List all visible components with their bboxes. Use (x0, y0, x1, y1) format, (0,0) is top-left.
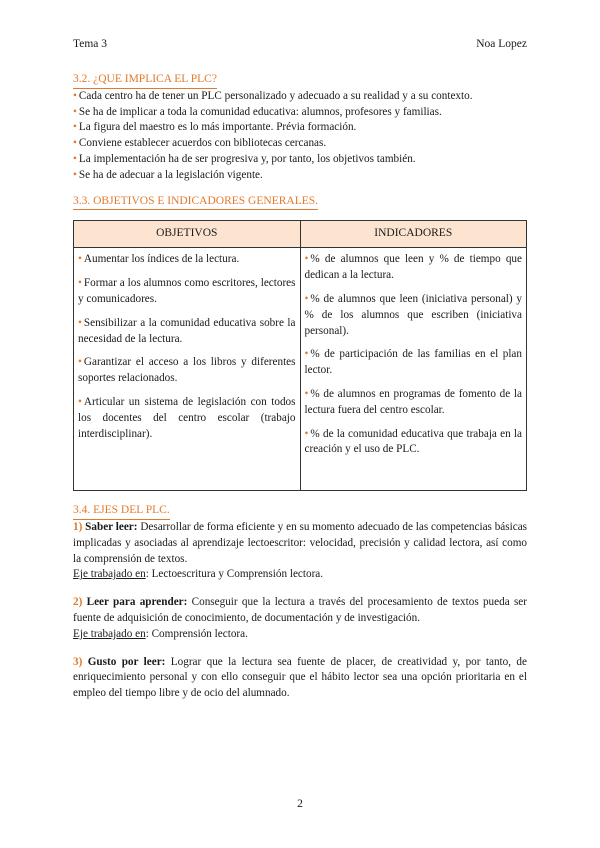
eje-3 (73, 655, 527, 702)
section-3-3 (73, 194, 527, 492)
indicador-item: • % de alumnos que leen (iniciativa personal) y % de los alumnos que escriben (iniciativa personal). (304, 292, 522, 337)
bullet-icon: • (304, 253, 309, 266)
eje-3-description: 3) Gusto por leer: Lograr que la lectura sea fuente de placer, de creatividad y, por tanto, de enriquecimiento personal y con ello conseguir que el hábito lector sea una opción prioritaria en el empleo del tiempo libre y de ocio del alumnado. (73, 655, 527, 700)
header-left: Tema 3 (73, 38, 108, 50)
list-item: • Se ha de adecuar a la legislación vigente. (73, 168, 263, 181)
section-3-3-title: 3.3. OBJETIVOS E INDICADORES GENERALES. (73, 194, 318, 211)
eje-2-text: Conseguir que la lectura a través del procesamiento de textos pueda ser fuente de adquisición de conocimiento, de documentación y de investigación. (73, 596, 527, 624)
header-right: Noa Lopez (476, 38, 527, 50)
list-item: • Se ha de implicar a toda la comunidad educativa: alumnos, profesores y familias. (73, 105, 442, 118)
eje-1-label: Saber leer: (85, 520, 138, 533)
bullet-icon: • (304, 387, 309, 400)
indicador-item: • % de participación de las familias en el plan lector. (304, 348, 522, 377)
page-number: 2 (297, 798, 303, 810)
column-header-objetivos: OBJETIVOS (74, 221, 301, 248)
bullet-icon: • (304, 427, 309, 440)
objetivo-item: • Sensibilizar a la comunidad educativa sobre la necesidad de la lectura. (78, 316, 296, 345)
indicador-item: • % de la comunidad educativa que trabaja en la creación y el uso de PLC. (304, 427, 522, 456)
section-3-2-title: 3.2. ¿QUE IMPLICA EL PLC? (73, 72, 217, 89)
indicadores-cell (300, 248, 527, 491)
section-3-2-list (73, 89, 527, 184)
list-item: • La implementación ha de ser progresiva y, por tanto, los objetivos también. (73, 152, 416, 165)
eje-1 (73, 520, 527, 583)
bullet-icon: • (78, 253, 82, 266)
bullet-icon: • (304, 348, 309, 361)
eje-1-description: 1) Saber leer: Desarrollar de forma eficiente y en su momento adecuado de las competencias básicas implicadas y asociadas al aprendizaje lectoescritor: velocidad, precisión y calidad lectora, así como la comprensión de textos. (73, 520, 528, 565)
section-3-4 (73, 503, 527, 702)
section-3-4-title: 3.4. EJES DEL PLC. (73, 503, 170, 520)
eje-1-trabajado: Eje trabajado en: Lectoescritura y Comprensión lectora. (73, 568, 324, 581)
objetivo-item: • Formar a los alumnos como escritores, lectores y comunicadores. (78, 277, 296, 305)
bullet-icon: • (73, 152, 77, 165)
list-item: • La figura del maestro es lo más importante. Prévia formación. (73, 121, 357, 134)
table-header-row (74, 221, 527, 248)
list-item: • Conviene establecer acuerdos con bibliotecas cercanas. (73, 137, 327, 150)
bullet-icon: • (78, 316, 82, 329)
indicador-item: • % de alumnos en programas de fomento de la lectura fuera del centro escolar. (304, 387, 522, 416)
bullet-icon: • (78, 395, 82, 408)
bullet-icon: • (73, 121, 77, 134)
bullet-icon: • (73, 105, 77, 118)
eje-3-text: Lograr que la lectura sea fuente de placer, de creatividad y, por tanto, de enriquecimiento personal y con ello conseguir que el hábito lector sea una opción prioritaria en el empleo del tiempo libre y de ocio del alumnado. (73, 655, 527, 700)
bullet-icon: • (73, 137, 77, 150)
section-3-2 (73, 72, 527, 184)
objectives-table (73, 220, 527, 491)
bullet-icon: • (78, 277, 82, 290)
objetivo-item: • Garantizar el acceso a los libros y diferentes soportes relacionados. (78, 356, 296, 385)
objetivo-item: • Aumentar los índices de la lectura. (78, 253, 240, 266)
list-item: • Cada centro ha de tener un PLC personalizado y adecuado a su realidad y a su contexto. (73, 89, 473, 102)
objetivos-cell (74, 248, 301, 491)
eje-2-label: Leer para aprender: (86, 596, 188, 609)
bullet-icon: • (73, 89, 77, 102)
bullet-icon: • (73, 168, 77, 181)
table-row (74, 248, 527, 491)
page-content (73, 72, 527, 714)
column-header-indicadores: INDICADORES (300, 221, 527, 248)
objetivo-item: • Articular un sistema de legislación con todos los docentes del centro escolar (trabajo interdisciplinar). (78, 395, 296, 440)
bullet-icon: • (78, 356, 82, 369)
bullet-icon: • (304, 292, 309, 305)
eje-2 (73, 595, 527, 642)
eje-3-label: Gusto por leer: (87, 655, 166, 668)
indicador-item: • % de alumnos que leen y % de tiempo que dedican a la lectura. (304, 253, 522, 282)
page-header (73, 38, 527, 50)
eje-2-trabajado: Eje trabajado en: Comprensión lectora. (73, 627, 248, 640)
eje-1-text: Desarrollar de forma eficiente y en su momento adecuado de las competencias básicas implicadas y asociadas al aprendizaje lectoescritor: velocidad, precisión y calidad lectora, así como la comprensión de textos. (73, 520, 528, 565)
eje-2-description: 2) Leer para aprender: Conseguir que la lectura a través del procesamiento de textos pueda ser fuente de adquisición de conocimiento, de documentación y de investigación. (73, 596, 527, 624)
